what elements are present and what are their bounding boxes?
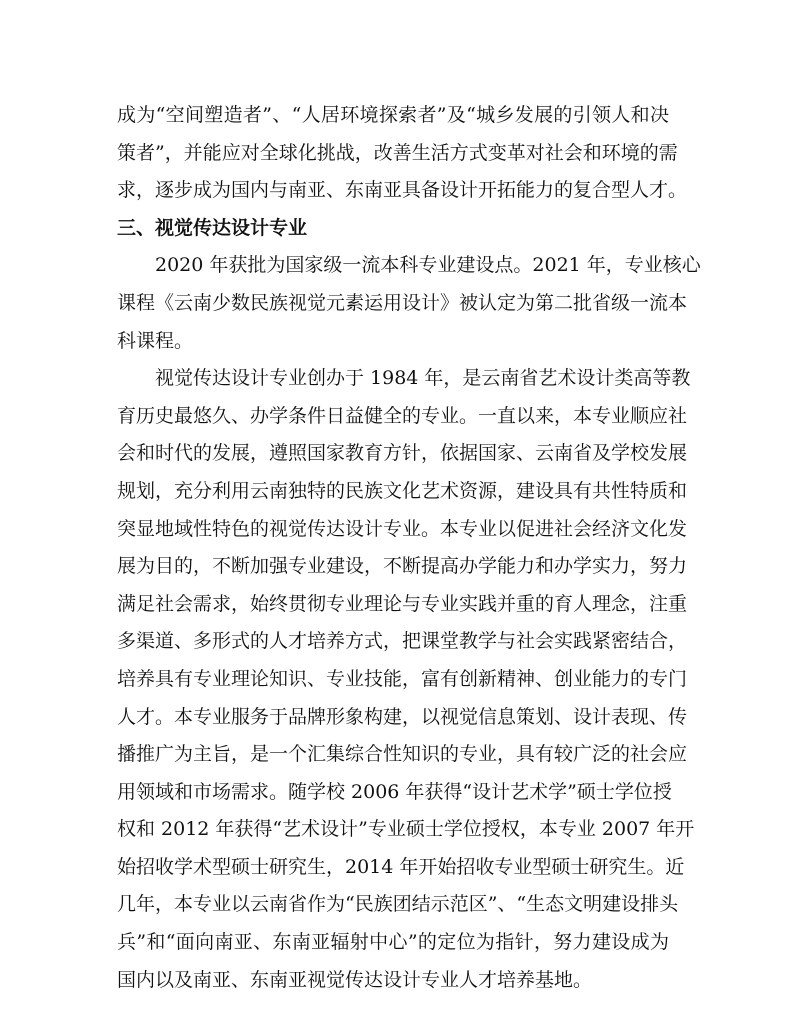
- text-line: 会和时代的发展，遵照国家教育方针，依据国家、云南省及学校发展: [117, 442, 688, 465]
- text-line: 规划，充分利用云南独特的民族文化艺术资源，建设具有共性特质和: [117, 479, 688, 502]
- text-line: 始招收学术型硕士研究生，2014 年开始招收专业型硕士研究生。近: [117, 855, 685, 878]
- text-line: 人才。本专业服务于品牌形象构建，以视觉信息策划、设计表现、传: [117, 705, 688, 728]
- text-line: 兵”和“面向南亚、东南亚辐射中心”的定位为指针，努力建设成为: [117, 931, 669, 954]
- intro-paragraph: [117, 97, 688, 210]
- document-page: [117, 97, 701, 999]
- text-line: 几年，本专业以云南省作为“民族团结示范区”、“生态文明建设排头: [117, 893, 679, 916]
- text-line: 科课程。: [117, 329, 194, 352]
- text-line: 多渠道、多形式的人才培养方式，把课堂教学与社会实践紧密结合，: [117, 630, 688, 653]
- text-line: 国内以及南亚、东南亚视觉传达设计专业人才培养基地。: [117, 968, 593, 991]
- text-line: 课程《云南少数民族视觉元素运用设计》被认定为第二批省级一流本: [117, 291, 688, 314]
- section-heading: 三、视觉传达设计专业: [117, 216, 308, 239]
- text-line: 用领域和市场需求。随学校 2006 年获得“设计艺术学”硕士学位授: [117, 780, 672, 803]
- text-line: 成为“空间塑造者”、“人居环境探索者”及“城乡发展的引领人和决: [117, 104, 669, 126]
- text-line: 满足社会需求，始终贯彻专业理论与专业实践并重的育人理念，注重: [117, 592, 688, 615]
- text-line: 展为目的，不断加强专业建设，不断提高办学能力和办学实力，努力: [117, 555, 688, 578]
- text-line: 2020 年获批为国家级一流本科专业建设点。2021 年，专业核心: [117, 254, 701, 277]
- text-line: 策者”，并能应对全球化挑战，改善生活方式变革对社会和环境的需: [117, 141, 678, 164]
- text-line: 视觉传达设计专业创办于 1984 年，是云南省艺术设计类高等教: [117, 367, 691, 390]
- text-line: 求，逐步成为国内与南亚、东南亚具备设计开拓能力的复合型人才。: [117, 179, 688, 202]
- text-line: 突显地域性特色的视觉传达设计专业。本专业以促进社会经济文化发: [117, 517, 688, 540]
- paragraph-program-history: [117, 360, 695, 999]
- paragraph-accreditation: [117, 247, 701, 360]
- text-line: 育历史最悠久、办学条件日益健全的专业。一直以来，本专业顺应社: [117, 404, 688, 427]
- text-line: 权和 2012 年获得“艺术设计”专业硕士学位授权，本专业 2007 年开: [117, 818, 695, 841]
- text-line: 播推广为主旨，是一个汇集综合性知识的专业，具有较广泛的社会应: [117, 743, 688, 766]
- text-line: 培养具有专业理论知识、专业技能，富有创新精神、创业能力的专门: [117, 667, 688, 690]
